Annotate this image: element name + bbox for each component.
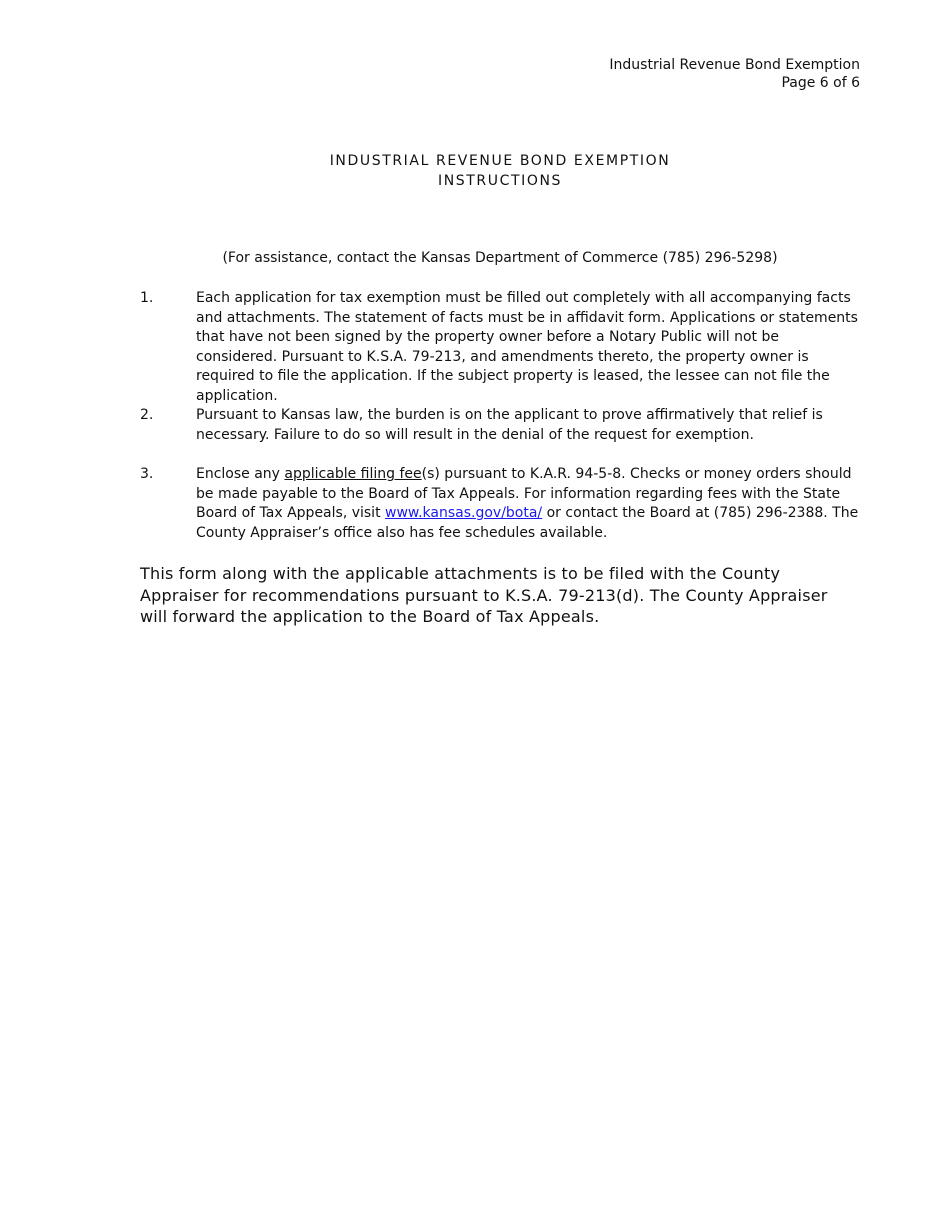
item-text-part: or contact the Board at (785) 296-2388. The County Appraiser’s office also has fee schedules available.: [196, 505, 859, 541]
instruction-item: [140, 406, 860, 445]
item-number: 1.: [140, 290, 154, 306]
item-text-part: (s) pursuant to K.A.R. 94-5-8. Checks or money orders should be made payable to the Board of Tax Appeals. For information regarding fees with the State Board of Tax Appeals, visit: [196, 466, 852, 522]
form-name: Industrial Revenue Bond Exemption: [609, 57, 860, 73]
item-text-part: Enclose any: [196, 466, 285, 482]
instruction-item: [140, 465, 860, 543]
title-line-2: INSTRUCTIONS: [437, 173, 563, 189]
item-text: [196, 465, 860, 543]
item-text: Pursuant to Kansas law, the burden is on the applicant to prove affirmatively that relief is necessary. Failure to do so will result in the denial of the request for exemption.: [196, 407, 823, 443]
filing-fee-term: applicable filing fee: [284, 466, 422, 482]
item-text: Each application for tax exemption must be filled out completely with all accompanying facts and attachments. The statement of facts must be in affidavit form. Applications or statements that have not been signed by the property owner before a Notary Public will not be considered. Pursuant to K.S.A. 79-213, and amendments thereto, the property owner is required to file the application. If the subject property is leased, the lessee can not file the application.: [196, 290, 858, 404]
filing-note: This form along with the applicable attachments is to be filed with the County Appraiser for recommendations pursuant to K.S.A. 79-213(d). The County Appraiser will forward the application to the Board of Tax Appeals.: [140, 564, 828, 626]
item-number: 3.: [140, 466, 154, 482]
bota-website-link[interactable]: www.kansas.gov/bota/: [385, 505, 543, 522]
document-title: [0, 151, 950, 191]
item-number: 2.: [140, 407, 154, 423]
page-number: Page 6 of 6: [781, 75, 860, 91]
assistance-note: (For assistance, contact the Kansas Department of Commerce (785) 296-5298): [222, 250, 778, 266]
instruction-item: [140, 289, 860, 407]
title-line-1: INDUSTRIAL REVENUE BOND EXEMPTION: [329, 153, 671, 169]
page-header: [609, 56, 860, 92]
